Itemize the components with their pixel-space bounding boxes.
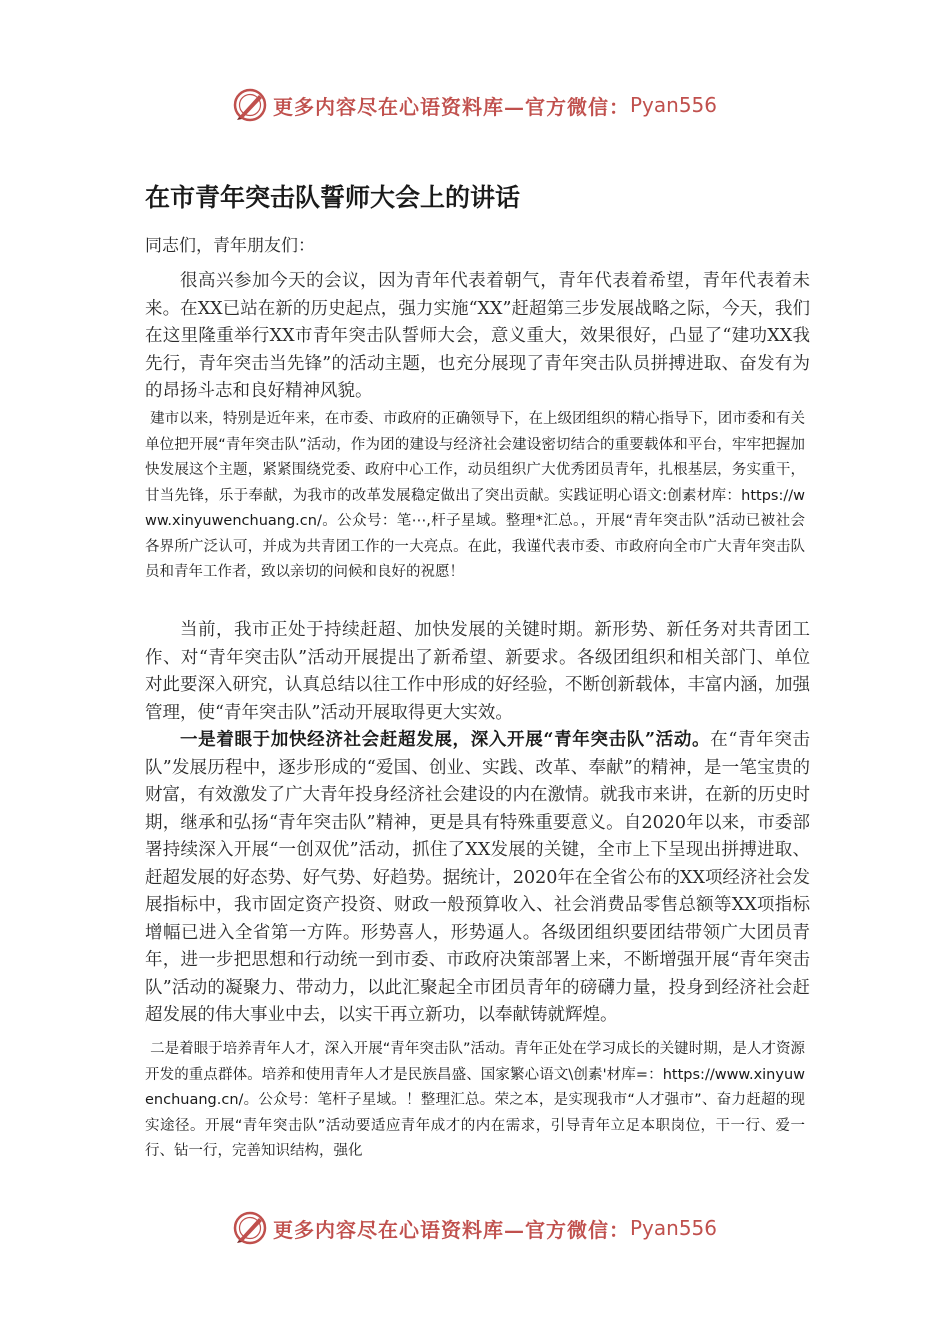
paragraph-text: 很高兴参加今天的会议，因为青年代表着朝气，青年代表着希望，青年代表着未来。在XX已站在新的历史起点，强力实施“XX”赶超第三步发展战略之际，今天，我们在这里隆重举行XX市青年突击队誓师大会，意义重大，效果很好，凸显了“建功XX我先行，青年突击当先锋”的活动主题，也充分展现了青年突击队员拼搏进取、奋发有为的昂扬斗志和良好精神风貌。 xyxy=(145,271,810,401)
paragraph-text: 二是着眼于培养青年人才，深入开展“青年突击队”活动。青年正处在学习成长的关键时期，是人才资源开发的重点群体。培养和使用青年人才是民族昌盛、国家繁心语文\创素'材库=：https://www.xinyuwenchuang.cn/。公众号：笔杆子星域。！整理汇总。荣之本，是实现我市“人才强市”、奋力赶超的现实途径。开展“青年突击队”活动要适应青年成才的内在需求，引导青年立足本职岗位，干一行、爱一行、钻一行，完善知识结构，强化 xyxy=(145,1041,805,1159)
header-banner xyxy=(0,85,950,125)
paragraph-3 xyxy=(145,617,810,727)
footer-banner xyxy=(0,1208,950,1248)
banner-account: Pyan556 xyxy=(629,93,717,117)
paragraph-text: 在“青年突击队”发展历程中，逐步形成的“爱国、创业、实践、改革、奉献”的精神，是一笔宝贵的财富，有效激发了广大青年投身经济社会建设的内在激情。就我市来讲，在新的历史时期，继承和弘扬“青年突击队”精神，更是具有特殊重要意义。自2020年以来，市委部署持续深入开展“一创双优”活动，抓住了XX发展的关键，全市上下呈现出拼搏进取、赶超发展的好态势、好气势、好趋势。据统计，2020年在全省公布的XX项经济社会发展指标中，我市固定资产投资、财政一般预算收入、社会消费品零售总额等XX项指标增幅已进入全省第一方阵。形势喜人，形势逼人。各级团组织要团结带领广大团员青年，进一步把思想和行动统一到市委、市政府决策部署上来，不断增强开展“青年突击队”活动的凝聚力、带动力，以此汇聚起全市团员青年的磅礴力量，投身到经济社会赶超发展的伟大事业中去，以实干再立新功，以奉献铸就辉煌。 xyxy=(145,730,810,1025)
banner-account: Pyan556 xyxy=(629,1216,717,1240)
document-title: 在市青年突击队誓师大会上的讲话 xyxy=(145,183,521,212)
salutation: 同志们，青年朋友们： xyxy=(145,236,315,256)
paragraph-text: 当前，我市正处于持续赶超、加快发展的关键时期。新形势、新任务对共青团工作、对“青年突击队”活动开展提出了新希望、新要求。各级团组织和相关部门、单位对此要深入研究，认真总结以往工作中形成的好经验，不断创新载体，丰富内涵，加强管理，使“青年突击队”活动开展取得更大实效。 xyxy=(145,620,810,723)
paragraph-5 xyxy=(145,1037,805,1165)
pen-logo-icon xyxy=(233,1211,267,1245)
banner-text: 更多内容尽在心语资料库—官方微信： xyxy=(272,1217,630,1242)
pen-logo-icon xyxy=(233,88,267,122)
banner-text: 更多内容尽在心语资料库—官方微信： xyxy=(272,94,630,119)
paragraph-2 xyxy=(145,407,805,586)
paragraph-1 xyxy=(145,268,810,406)
paragraph-heading: 一是着眼于加快经济社会赶超发展，深入开展“青年突击队”活动。 xyxy=(180,730,711,750)
paragraph-4 xyxy=(145,727,810,1030)
paragraph-text: 建市以来，特别是近年来，在市委、市政府的正确领导下，在上级团组织的精心指导下，团市委和有关单位把开展“青年突击队”活动，作为团的建设与经济社会建设密切结合的重要载体和平台，牢牢把握加快发展这个主题，紧紧围绕党委、政府中心工作，动员组织广大优秀团员青年，扎根基层，务实重干，甘当先锋，乐于奉献，为我市的改革发展稳定做出了突出贡献。实践证明心语文:创素材库：https://www.xinyuwenchuang.cn/。公众号：笔⋯,杆子星域。整理*汇总。，开展“青年突击队”活动已被社会各界所广泛认可，并成为共青团工作的一大亮点。在此，我谨代表市委、市政府向全市广大青年突击队员和青年工作者，致以亲切的问候和良好的祝愿！ xyxy=(145,411,805,580)
